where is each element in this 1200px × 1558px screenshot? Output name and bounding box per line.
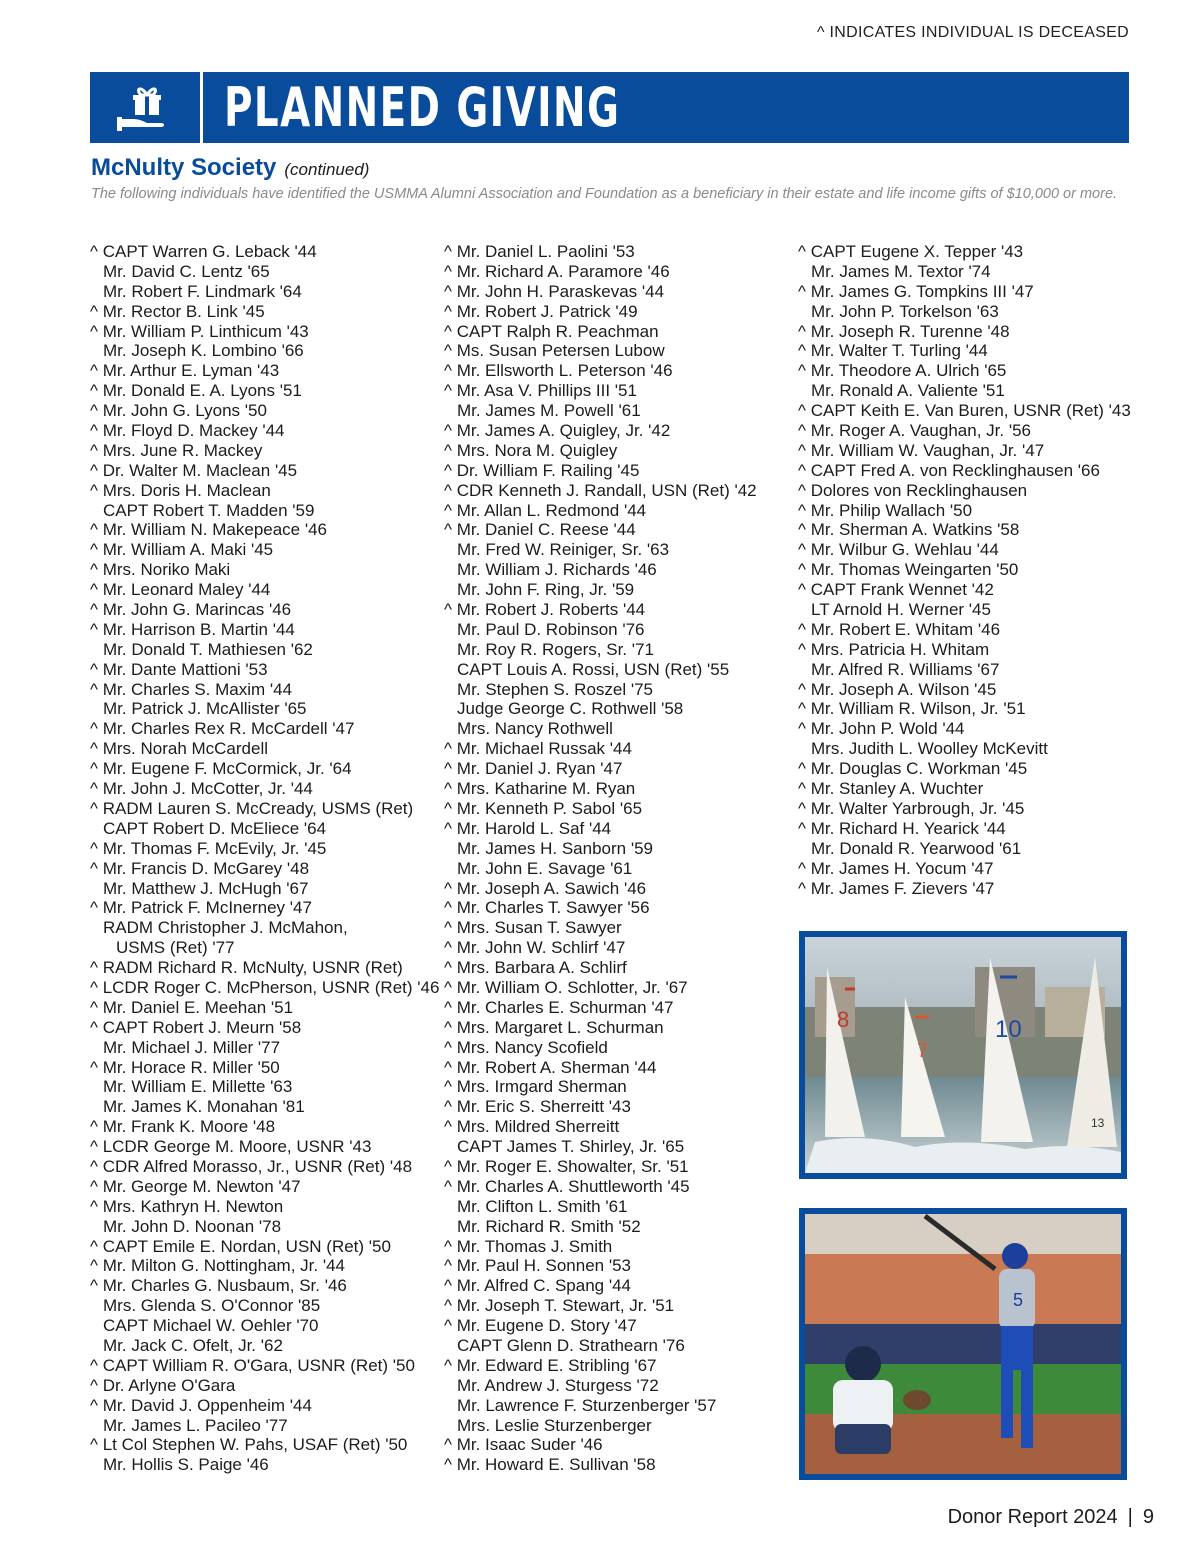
donor-name: Mr. Richard R. Smith '52 [457,1216,641,1236]
donor-name: ^ Mr. Charles Rex R. McCardell '47 [90,719,355,739]
donor-name: ^ CAPT Eugene X. Tepper '43 [798,242,1024,261]
donor-name: ^ Mr. Thomas F. McEvily, Jr. '45 [90,838,327,858]
donor-name: ^ Mr. Charles E. Schurman '47 [444,997,674,1017]
donor-name: ^ CAPT Ralph R. Peachman [444,321,659,341]
donor-name: ^ Mr. James F. Zievers '47 [798,878,995,898]
donor-name: ^ Dr. Arlyne O'Gara [90,1375,236,1395]
donor-name: ^ Mr. Daniel C. Reese '44 [444,520,636,540]
donor-name: Mr. Fred W. Reiniger, Sr. '63 [457,540,670,560]
donor-name: ^ Mr. Asa V. Phillips III '51 [444,381,637,401]
donor-name: ^ Mr. Eugene F. McCormick, Jr. '64 [90,759,352,779]
donor-name: ^ Mr. Floyd D. Mackey '44 [90,421,285,441]
donor-name: ^ Mr. Thomas Weingarten '50 [798,560,1019,580]
donor-name: ^ Mrs. Barbara A. Schlirf [444,958,627,978]
donor-name: ^ Mr. Sherman A. Watkins '58 [798,520,1020,540]
donor-name: ^ Dr. William F. Railing '45 [444,460,640,480]
donor-name: ^ Mr. George M. Newton '47 [90,1176,301,1196]
donor-name: ^ Mr. Patrick F. McInerney '47 [90,898,312,918]
donor-name: ^ Mr. William O. Schlotter, Jr. '67 [444,977,688,997]
donor-name: ^ Mrs. June R. Mackey [90,440,263,460]
donor-name: CAPT Michael W. Oehler '70 [103,1316,319,1336]
planned-giving-banner [90,72,1129,143]
donor-name: ^ CDR Kenneth J. Randall, USN (Ret) '42 [444,480,757,500]
donor-list-column-2 [444,242,757,1475]
donor-name: ^ Mr. David J. Oppenheim '44 [90,1395,312,1415]
donor-name: ^ Mr. Charles T. Sawyer '56 [444,898,650,918]
donor-name: ^ Mr. Leonard Maley '44 [90,580,271,600]
donor-name: ^ Mr. Robert J. Patrick '49 [444,301,638,321]
donor-name: Mr. James M. Textor '74 [811,261,991,281]
donor-name: ^ Mr. Roger E. Showalter, Sr. '51 [444,1156,689,1176]
donor-name: Mr. Hollis S. Paige '46 [103,1455,269,1475]
donor-name: ^ LCDR Roger C. McPherson, USNR (Ret) '46 [90,977,440,997]
donor-name: ^ Mr. Thomas J. Smith [444,1236,613,1256]
donor-name: ^ Mr. Richard A. Paramore '46 [444,261,670,281]
donor-name: ^ Mr. Milton G. Nottingham, Jr. '44 [90,1256,345,1276]
donor-name: ^ Mr. Howard E. Sullivan '58 [444,1455,656,1475]
donor-name: ^ Mr. Robert E. Whitam '46 [798,619,1001,639]
donor-name: ^ Mr. John J. McCotter, Jr. '44 [90,779,313,799]
society-heading [91,154,369,182]
donor-name: Mr. Donald R. Yearwood '61 [811,838,1022,858]
banner-title: PLANNED GIVING [224,76,621,139]
donor-name: ^ Mr. Donald E. A. Lyons '51 [90,381,302,401]
donor-name: ^ Mr. Walter Yarbrough, Jr. '45 [798,798,1025,818]
donor-list-column-1 [90,242,439,1475]
donor-name: ^ Mr. Charles G. Nusbaum, Sr. '46 [90,1276,347,1296]
hull-number-13: 13 [1091,1116,1105,1130]
donor-name: CAPT Robert D. McEliece '64 [103,818,327,838]
donor-name: Mr. Paul D. Robinson '76 [457,619,645,639]
donor-name: ^ Mr. Daniel J. Ryan '47 [444,759,623,779]
donor-name: ^ Mr. Robert A. Sherman '44 [444,1057,657,1077]
donor-name: ^ Mr. Stanley A. Wuchter [798,779,984,799]
donor-name: Mr. Joseph K. Lombino '66 [103,341,304,361]
donor-name: ^ Mr. Francis D. McGarey '48 [90,858,310,878]
donor-name: Mr. Donald T. Mathiesen '62 [103,639,313,659]
donor-name: Mr. Matthew J. McHugh '67 [103,878,309,898]
donor-name: ^ Mr. John G. Marincas '46 [90,600,292,620]
donor-name: ^ Mr. Allan L. Redmond '44 [444,500,647,520]
donor-name: Mrs. Nancy Rothwell [457,719,613,739]
donor-name: ^ Mr. Joseph R. Turenne '48 [798,321,1010,341]
donor-name: Mrs. Glenda S. O'Connor '85 [103,1296,321,1316]
donor-name: ^ RADM Lauren S. McCready, USMS (Ret) [90,798,414,818]
donor-name: ^ LCDR George M. Moore, USNR '43 [90,1137,372,1157]
donor-name: ^ Mr. Joseph A. Sawich '46 [444,878,647,898]
donor-name: ^ Mr. John W. Schlirf '47 [444,938,626,958]
donor-name: Mr. John E. Savage '61 [457,858,633,878]
donor-name: ^ Mr. Douglas C. Workman '45 [798,759,1028,779]
continued-label: (continued) [284,160,370,179]
donor-name: USMS (Ret) '77 [116,938,235,958]
donor-name: ^ Mr. Theodore A. Ulrich '65 [798,361,1007,381]
society-title: McNulty Society [91,154,277,181]
donor-name: ^ Mr. William A. Maki '45 [90,540,274,560]
donor-name: ^ Dolores von Recklinghausen [798,480,1028,500]
donor-name: ^ Mrs. Doris H. Maclean [90,480,271,500]
donor-name: ^ Mr. John P. Wold '44 [798,719,965,739]
donor-name: Mr. David C. Lentz '65 [103,261,270,281]
donor-name: ^ Mr. Edward E. Stribling '67 [444,1355,657,1375]
page-footer [948,1506,1154,1529]
sail-number-10: 10 [995,1016,1022,1043]
donor-name: ^ Mr. Horace R. Miller '50 [90,1057,280,1077]
donor-name: ^ Mr. James H. Yocum '47 [798,858,994,878]
donor-name: ^ Mr. Ellsworth L. Peterson '46 [444,361,673,381]
donor-name: ^ Mr. Dante Mattioni '53 [90,659,268,679]
donor-name: ^ Mr. James G. Tompkins III '47 [798,281,1034,301]
donor-name: ^ Mr. Joseph T. Stewart, Jr. '51 [444,1296,675,1316]
donor-name: Mr. Stephen S. Roszel '75 [457,679,654,699]
donor-name: ^ Mr. Wilbur G. Wehlau '44 [798,540,999,560]
donor-name: ^ Mr. Harold L. Saf '44 [444,818,612,838]
donor-name: ^ Mr. Paul H. Sonnen '53 [444,1256,631,1276]
baseball-photo [799,1208,1127,1480]
donor-name: ^ Dr. Walter M. Maclean '45 [90,460,298,480]
donor-name: ^ Mrs. Nora M. Quigley [444,440,618,460]
sail-number-8: 8 [837,1007,850,1032]
donor-name: ^ Mr. Arthur E. Lyman '43 [90,361,280,381]
donor-name: Mr. John D. Noonan '78 [103,1216,282,1236]
donor-name: ^ Mr. Philip Wallach '50 [798,500,973,520]
donor-name: Mr. James M. Powell '61 [457,401,641,421]
donor-name: ^ Mrs. Nancy Scofield [444,1037,608,1057]
donor-list-column-3 [798,242,1131,898]
donor-name: ^ Mr. Harrison B. Martin '44 [90,619,295,639]
footer-separator: | [1127,1506,1133,1528]
donor-name: ^ Mrs. Margaret L. Schurman [444,1017,664,1037]
donor-name: ^ Mr. Isaac Suder '46 [444,1435,603,1455]
donor-name: ^ CAPT William R. O'Gara, USNR (Ret) '50 [90,1355,415,1375]
donor-name: LT Arnold H. Werner '45 [811,600,991,620]
donor-name: ^ CAPT Warren G. Leback '44 [90,242,317,261]
donor-name: ^ RADM Richard R. McNulty, USNR (Ret) [90,958,403,978]
donor-name: ^ Mrs. Patricia H. Whitam [798,639,990,659]
donor-name: Judge George C. Rothwell '58 [457,699,684,719]
donor-name: Mr. Robert F. Lindmark '64 [103,281,302,301]
donor-name: ^ CDR Alfred Morasso, Jr., USNR (Ret) '48 [90,1156,413,1176]
donor-name: ^ Mrs. Noriko Maki [90,560,231,580]
donor-name: ^ Mr. Joseph A. Wilson '45 [798,679,997,699]
donor-name: Mr. James L. Pacileo '77 [103,1415,288,1435]
donor-name: ^ Mrs. Irmgard Sherman [444,1077,627,1097]
donor-name: ^ CAPT Fred A. von Recklinghausen '66 [798,460,1100,480]
donor-name: ^ Mr. William N. Makepeace '46 [90,520,328,540]
donor-name: ^ Mr. Frank K. Moore '48 [90,1117,276,1137]
donor-name: Mrs. Judith L. Woolley McKevitt [811,739,1048,759]
donor-name: ^ Mr. John G. Lyons '50 [90,401,267,421]
donor-name: ^ Mr. John H. Paraskevas '44 [444,281,665,301]
donor-name: Mr. Patrick J. McAllister '65 [103,699,307,719]
donor-name: ^ Ms. Susan Petersen Lubow [444,341,665,361]
donor-name: Mr. James H. Sanborn '59 [457,838,653,858]
donor-name: ^ Mrs. Kathryn H. Newton [90,1196,284,1216]
donor-name: CAPT Louis A. Rossi, USN (Ret) '55 [457,659,730,679]
donor-name: ^ Mrs. Norah McCardell [90,739,269,759]
donor-name: ^ Mr. Daniel E. Meehan '51 [90,997,294,1017]
donor-name: CAPT Robert T. Madden '59 [103,500,315,520]
donor-name: ^ Mr. Charles A. Shuttleworth '45 [444,1176,690,1196]
gift-hand-icon [90,72,198,143]
donor-name: ^ CAPT Robert J. Meurn '58 [90,1017,302,1037]
donor-name: ^ Mr. Eric S. Sherreitt '43 [444,1097,631,1117]
donor-name: ^ Mr. William W. Vaughan, Jr. '47 [798,440,1045,460]
donor-name: ^ Mr. James A. Quigley, Jr. '42 [444,421,671,441]
donor-name: ^ CAPT Emile E. Nordan, USN (Ret) '50 [90,1236,391,1256]
donor-name: Mr. Ronald A. Valiente '51 [811,381,1005,401]
sail-number-7: 7 [917,1040,929,1062]
donor-name: ^ Mr. William P. Linthicum '43 [90,321,309,341]
donor-name: Mr. Jack C. Ofelt, Jr. '62 [103,1335,283,1355]
donor-name: ^ Mr. Daniel L. Paolini '53 [444,242,635,261]
donor-name: Mr. John P. Torkelson '63 [811,301,999,321]
donor-name: Mr. Alfred R. Williams '67 [811,659,1000,679]
donor-name: Mr. Roy R. Rogers, Sr. '71 [457,639,654,659]
donor-name: ^ Lt Col Stephen W. Pahs, USAF (Ret) '50 [90,1435,408,1455]
banner-divider [200,72,203,143]
donor-name: ^ Mr. Michael Russak '44 [444,739,632,759]
donor-name: ^ Mr. Robert J. Roberts '44 [444,600,646,620]
donor-name: ^ Mr. Walter T. Turling '44 [798,341,988,361]
donor-name: CAPT James T. Shirley, Jr. '65 [457,1137,685,1157]
deceased-legend-note: ^ INDICATES INDIVIDUAL IS DECEASED [817,24,1129,41]
donor-name: Mr. Clifton L. Smith '61 [457,1196,628,1216]
donor-name: ^ Mr. Roger A. Vaughan, Jr. '56 [798,421,1031,441]
donor-name: ^ Mrs. Mildred Sherreitt [444,1117,620,1137]
jersey-number: 5 [1013,1290,1024,1310]
publication-name: Donor Report 2024 [947,1506,1118,1528]
donor-name: Mr. John F. Ring, Jr. '59 [457,580,635,600]
donor-name: Mr. Lawrence F. Sturzenberger '57 [457,1395,717,1415]
donor-name: Mr. Andrew J. Sturgess '72 [457,1375,659,1395]
donor-name: Mr. William E. Millette '63 [103,1077,293,1097]
donor-name: ^ Mr. Charles S. Maxim '44 [90,679,293,699]
donor-name: ^ Mr. Kenneth P. Sabol '65 [444,798,643,818]
donor-name: CAPT Glenn D. Strathearn '76 [457,1335,685,1355]
donor-name: Mr. James K. Monahan '81 [103,1097,305,1117]
donor-name: ^ CAPT Keith E. Van Buren, USNR (Ret) '43 [798,401,1131,421]
donor-name: Mr. Michael J. Miller '77 [103,1037,281,1057]
donor-name: ^ Mrs. Katharine M. Ryan [444,779,636,799]
donor-name: ^ Mrs. Susan T. Sawyer [444,918,622,938]
donor-name: ^ Mr. Rector B. Link '45 [90,301,265,321]
society-intro: The following individuals have identified the USMMA Alumni Association and Foundation as a beneficiary in their estate and life income gifts of $10,000 or more. [91,186,1118,202]
donor-name: Mrs. Leslie Sturzenberger [457,1415,652,1435]
donor-name: ^ CAPT Frank Wennet '42 [798,580,994,600]
donor-name: ^ Mr. Eugene D. Story '47 [444,1316,637,1336]
donor-name: RADM Christopher J. McMahon, [103,918,348,938]
donor-name: ^ Mr. William R. Wilson, Jr. '51 [798,699,1026,719]
donor-name: Mr. William J. Richards '46 [457,560,657,580]
page-number: 9 [1142,1506,1154,1528]
donor-name: ^ Mr. Richard H. Yearick '44 [798,818,1006,838]
sailing-photo [799,931,1127,1179]
donor-name: ^ Mr. Alfred C. Spang '44 [444,1276,631,1296]
